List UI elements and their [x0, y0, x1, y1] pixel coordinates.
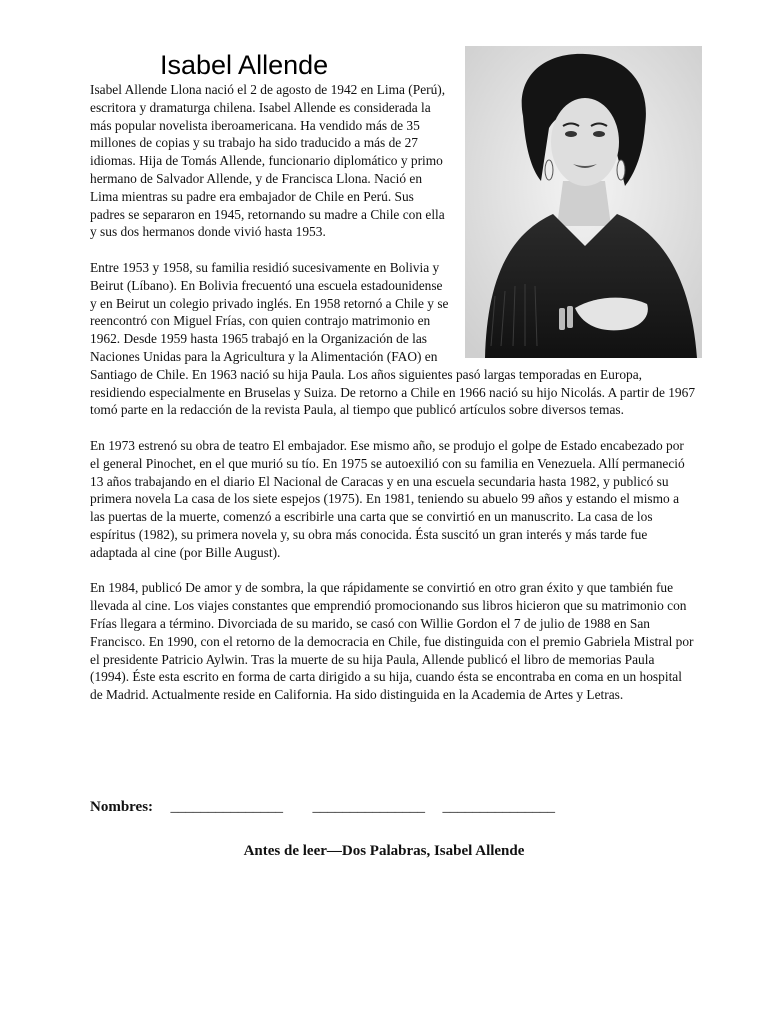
photo-wrap-spacer: [452, 81, 696, 365]
biography-text: [90, 81, 696, 722]
name-blank-2[interactable]: _______________: [312, 799, 426, 815]
bio-paragraph-4: En 1984, publicó De amor y de sombra, la que rápidamente se convirtió en otro gran éxito y que también fue llevada al cine. Los viajes constantes que emprendió promocionando sus libros hicieron que su matrimonio con Frías llegara a término. Divorciada de su marido, se casó con Willie Gordon el 7 de julio de 1988 en San Francisco. En 1990, con el retorno de la democracia en Chile, fue distinguida con el premio Gabriela Mistral por el presidente Patricio Aylwin. Tras la muerte de su hija Paula, Allende publicó el libro de memorias Paula (1994). Éste esta escrito en forma de carta dirigido a su hija, cuando ésta se encontraba en coma en un hospital de Madrid. Actualmente reside en California. Ha sido distinguida en la Academia de Artes y Letras.: [90, 580, 694, 703]
names-label: Nombres:: [90, 799, 154, 815]
name-blank-3[interactable]: _______________: [442, 799, 556, 815]
bio-paragraph-3: En 1973 estrenó su obra de teatro El embajador. Ese mismo año, se produjo el golpe de Estado encabezado por el general Pinochet, en el que murió su tío. En 1975 se autoexilió con su familia en Venezuela. Allí permaneció 13 años trabajando en el diario El Nacional de Caracas y en una escuela secundaria hasta 1982, y publicó su primera novela La casa de los siete espejos (1975). En 1981, teniendo su abuelo 99 años y estando el mismo a las puertas de la muerte, comenzó a escribirle una carta que se convirtió en un manuscrito. La casa de los espíritus (1982), su primera novela y, su obra más conocida. Ésta suscitó un gran interés y más tarde fue adaptada al cine (por Bille August).: [90, 437, 685, 560]
page-title: Isabel Allende: [160, 50, 329, 80]
name-blank-1[interactable]: _______________: [170, 799, 284, 815]
names-row: [90, 799, 710, 816]
reading-subtitle: Antes de leer—Dos Palabras, Isabel Allende: [243, 843, 525, 859]
bio-paragraph-2: Entre 1953 y 1958, su familia residió sucesivamente en Bolivia y Beirut (Líbano). En Bolivia frecuentó una escuela estadounidense y en Beirut un colegio privado inglés. En 1958 retornó a Chile y se reencontró con Miguel Frías, con quien contrajo matrimonio en 1962. Desde 1959 hasta 1965 trabajó en la Organización de las Naciones Unidas para la Agricultura y la Alimentación (FAO) en Santiago de Chile. En 1963 nació su hija Paula. Los años siguientes pasó largas temporadas en Europa, residiendo especialmente en Bruselas y Suiza. De retorno a Chile en 1966 nació su hijo Nicolás. A partir de 1967 tomó parte en la redacción de la revista Paula, al tiempo que publicó artículos sobre diversos temas.: [90, 259, 696, 418]
bio-paragraph-1: Isabel Allende Llona nació el 2 de agosto de 1942 en Lima (Perú), escritora y dramaturga chilena. Isabel Allende es considerada la más popular novelista iberoamericana. Ha vendido más de 35 millones de copias y su trabajo ha sido traducido a más de 27 idiomas. Hija de Tomás Allende, funcionario diplomático y primo hermano de Salvador Allende, y de Francisca Llona. Nació en Lima mientras su padre era embajador de Chile en Perú. Sus padres se separaron en 1945, retornando su madre a Chile con ella y sus dos hermanos donde vivió hasta 1953.: [90, 82, 446, 240]
